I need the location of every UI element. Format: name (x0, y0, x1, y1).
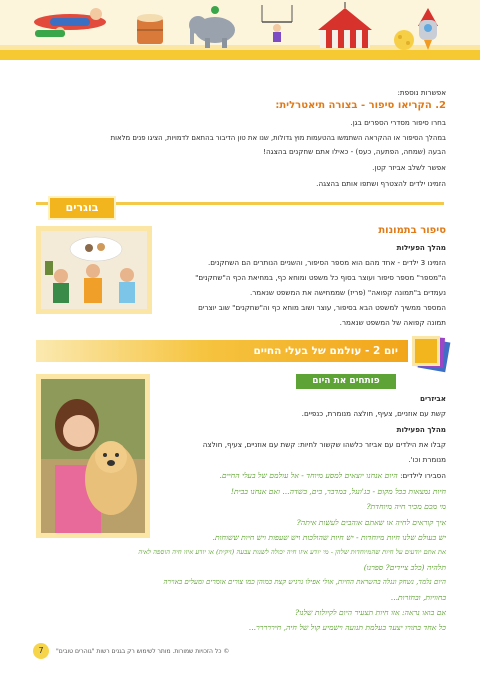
cheese-moon-icon (394, 30, 414, 50)
green-text-line-5: את אתם יודעים על חיות שהמיוחדות שלהן - מי יודע איזו חיה יכולה לשנות צבעה (זיקית) או יודע איזו חיה הוספה לאיה (138, 548, 446, 556)
grownups-line-4: המספר ממשיך למשפט הבא בסיפור, עוצר ושוב מוחא כף וה"שחקנים" שוב יוצרים (198, 303, 446, 312)
circus-tent-icon (318, 2, 372, 48)
more-options-label: אפשרות נוספת: (397, 88, 446, 97)
props-list: קשת עם אוזניים, צעיף, חולצה מנומרת, כנפיים. (301, 409, 446, 418)
kids-acting-illustration (41, 231, 147, 309)
girl-hugging-puppy-photo (36, 374, 150, 538)
copyright-notice: © כל הזכויות שמורות. מותר לשימוש רק בגנים רשות "גוהרים טובים" (56, 648, 230, 655)
green-text-line-4: יש בעולם שלנו חיות מיוחדות - יש חיות שהולכות ויש שעפות ויש חיות ששוחות. (212, 533, 446, 542)
intro-line-5: הזמינו ילדים להצטרף ושתפו אותם בהצגה. (316, 179, 446, 188)
day2-process-label: מהלך הפעילות (396, 425, 446, 434)
green-text-line-10: כל אחד בתורו יצעד בעלמת תנועה וישמיע קול של חיה, חיררררר... (248, 623, 446, 632)
page-number: 7 (33, 643, 49, 659)
grownups-ribbon: בוגרים (48, 196, 116, 220)
picture-story-title: סיפור בתמונות (378, 225, 446, 236)
intro-line-1: בחרו סיפור מסדרי הספרים בגן. (350, 118, 446, 127)
grownups-line-2: ה"מספר" מספר סיפור ועוצר בסוף כל משפט ומוחא כף, במחיאת הכף ה"שחקנים" (195, 273, 446, 282)
grownups-process-label: מהלך הפעילות (396, 243, 446, 252)
header-illustration-banner (0, 0, 480, 60)
acrobat-icon (262, 5, 292, 42)
green-text-line-9: אם בואו נראה: אזו חיות תצעיר היום לקיולות שלנו? (295, 608, 446, 617)
grownups-line-1: הזמינו 3 ילדים - אחד מהם הוא מספר הסיפור, והשניים הנותרים הם השחקנים. (207, 258, 446, 267)
grownups-line-5: תמונה קפואה של המשפט שנאמר. (339, 318, 446, 327)
day2-ribbon-title: יום 2 - עולמם של בעלי החיים (253, 345, 398, 357)
green-text-line-7: היום נלמד, נשחק ונגלה בהשראת החיות, אולי אפילו נרגיש קצת כמוהן כמו צורים אומרים ומעלים באוירה (163, 578, 446, 586)
day2-line-3-rest: היום אנחנו יוצאים למסע מיוחד - אל עולמם של בעלי החיים. (219, 471, 401, 480)
intro-line-4: אפשר לשלב אביזר קטן. (372, 163, 446, 172)
kids-acting-photo (36, 226, 152, 314)
day2-line-1: קבלו את הילדים עם אביזר כלשהו שקשור לחיות: קשת עם אוזניים, צעיף, חולצה (202, 440, 446, 449)
elephant-icon (189, 6, 235, 48)
flying-superheroes-icon (34, 8, 106, 37)
green-text-line-6: תלהיה (כלב ציידים? ספרנו) (363, 563, 446, 572)
day2-line-2: מנומרת וכו'. (408, 455, 446, 464)
day2-line-3 (220, 471, 446, 480)
header-scene-art (0, 0, 480, 52)
intro-line-2: במהלך הסיפור או ההקראה השתמשו בהטעמות מוץ גדולות, שנו את טון הדיבור בהתאם לדמויות, הציגו פנים מלאות (110, 134, 446, 142)
opening-the-day-label: פותחים את היום (296, 374, 396, 389)
green-text-line-1: חיות נמצאות בכל מקום - בג'ונגל, במדבר, בים, בשדה... ואם אנחנו בבית! (230, 487, 446, 496)
props-label: אביזרים (419, 394, 446, 403)
rocket-icon (418, 8, 438, 50)
day2-line-3-prefix: הסבירו לילדים: (400, 471, 446, 480)
intro-line-3: הבעה (שמחה, הפתעה, כעס) - כאילו אתם שחקנים בהצגה! (263, 147, 446, 156)
green-text-line-3: איך קוראים לחיה או שאתם אוהבים לעשות איתה? (296, 518, 446, 527)
green-text-line-2: מי מכם מכיר חיה מיוחדת? (366, 502, 446, 511)
story-theatrical-heading: 2. הקריאו סיפור - בצורה תיאטרלית: (275, 100, 446, 111)
green-text-line-8: בחוויות, ובחזרות... (390, 593, 446, 602)
girl-puppy-illustration (41, 379, 145, 533)
grownups-line-3: נעמדים ב"תמונה קפואה" (פריז) שממחישה את המשפט שנאמר. (249, 288, 446, 297)
drum-icon (137, 14, 163, 44)
stacked-frames-icon (410, 334, 452, 374)
